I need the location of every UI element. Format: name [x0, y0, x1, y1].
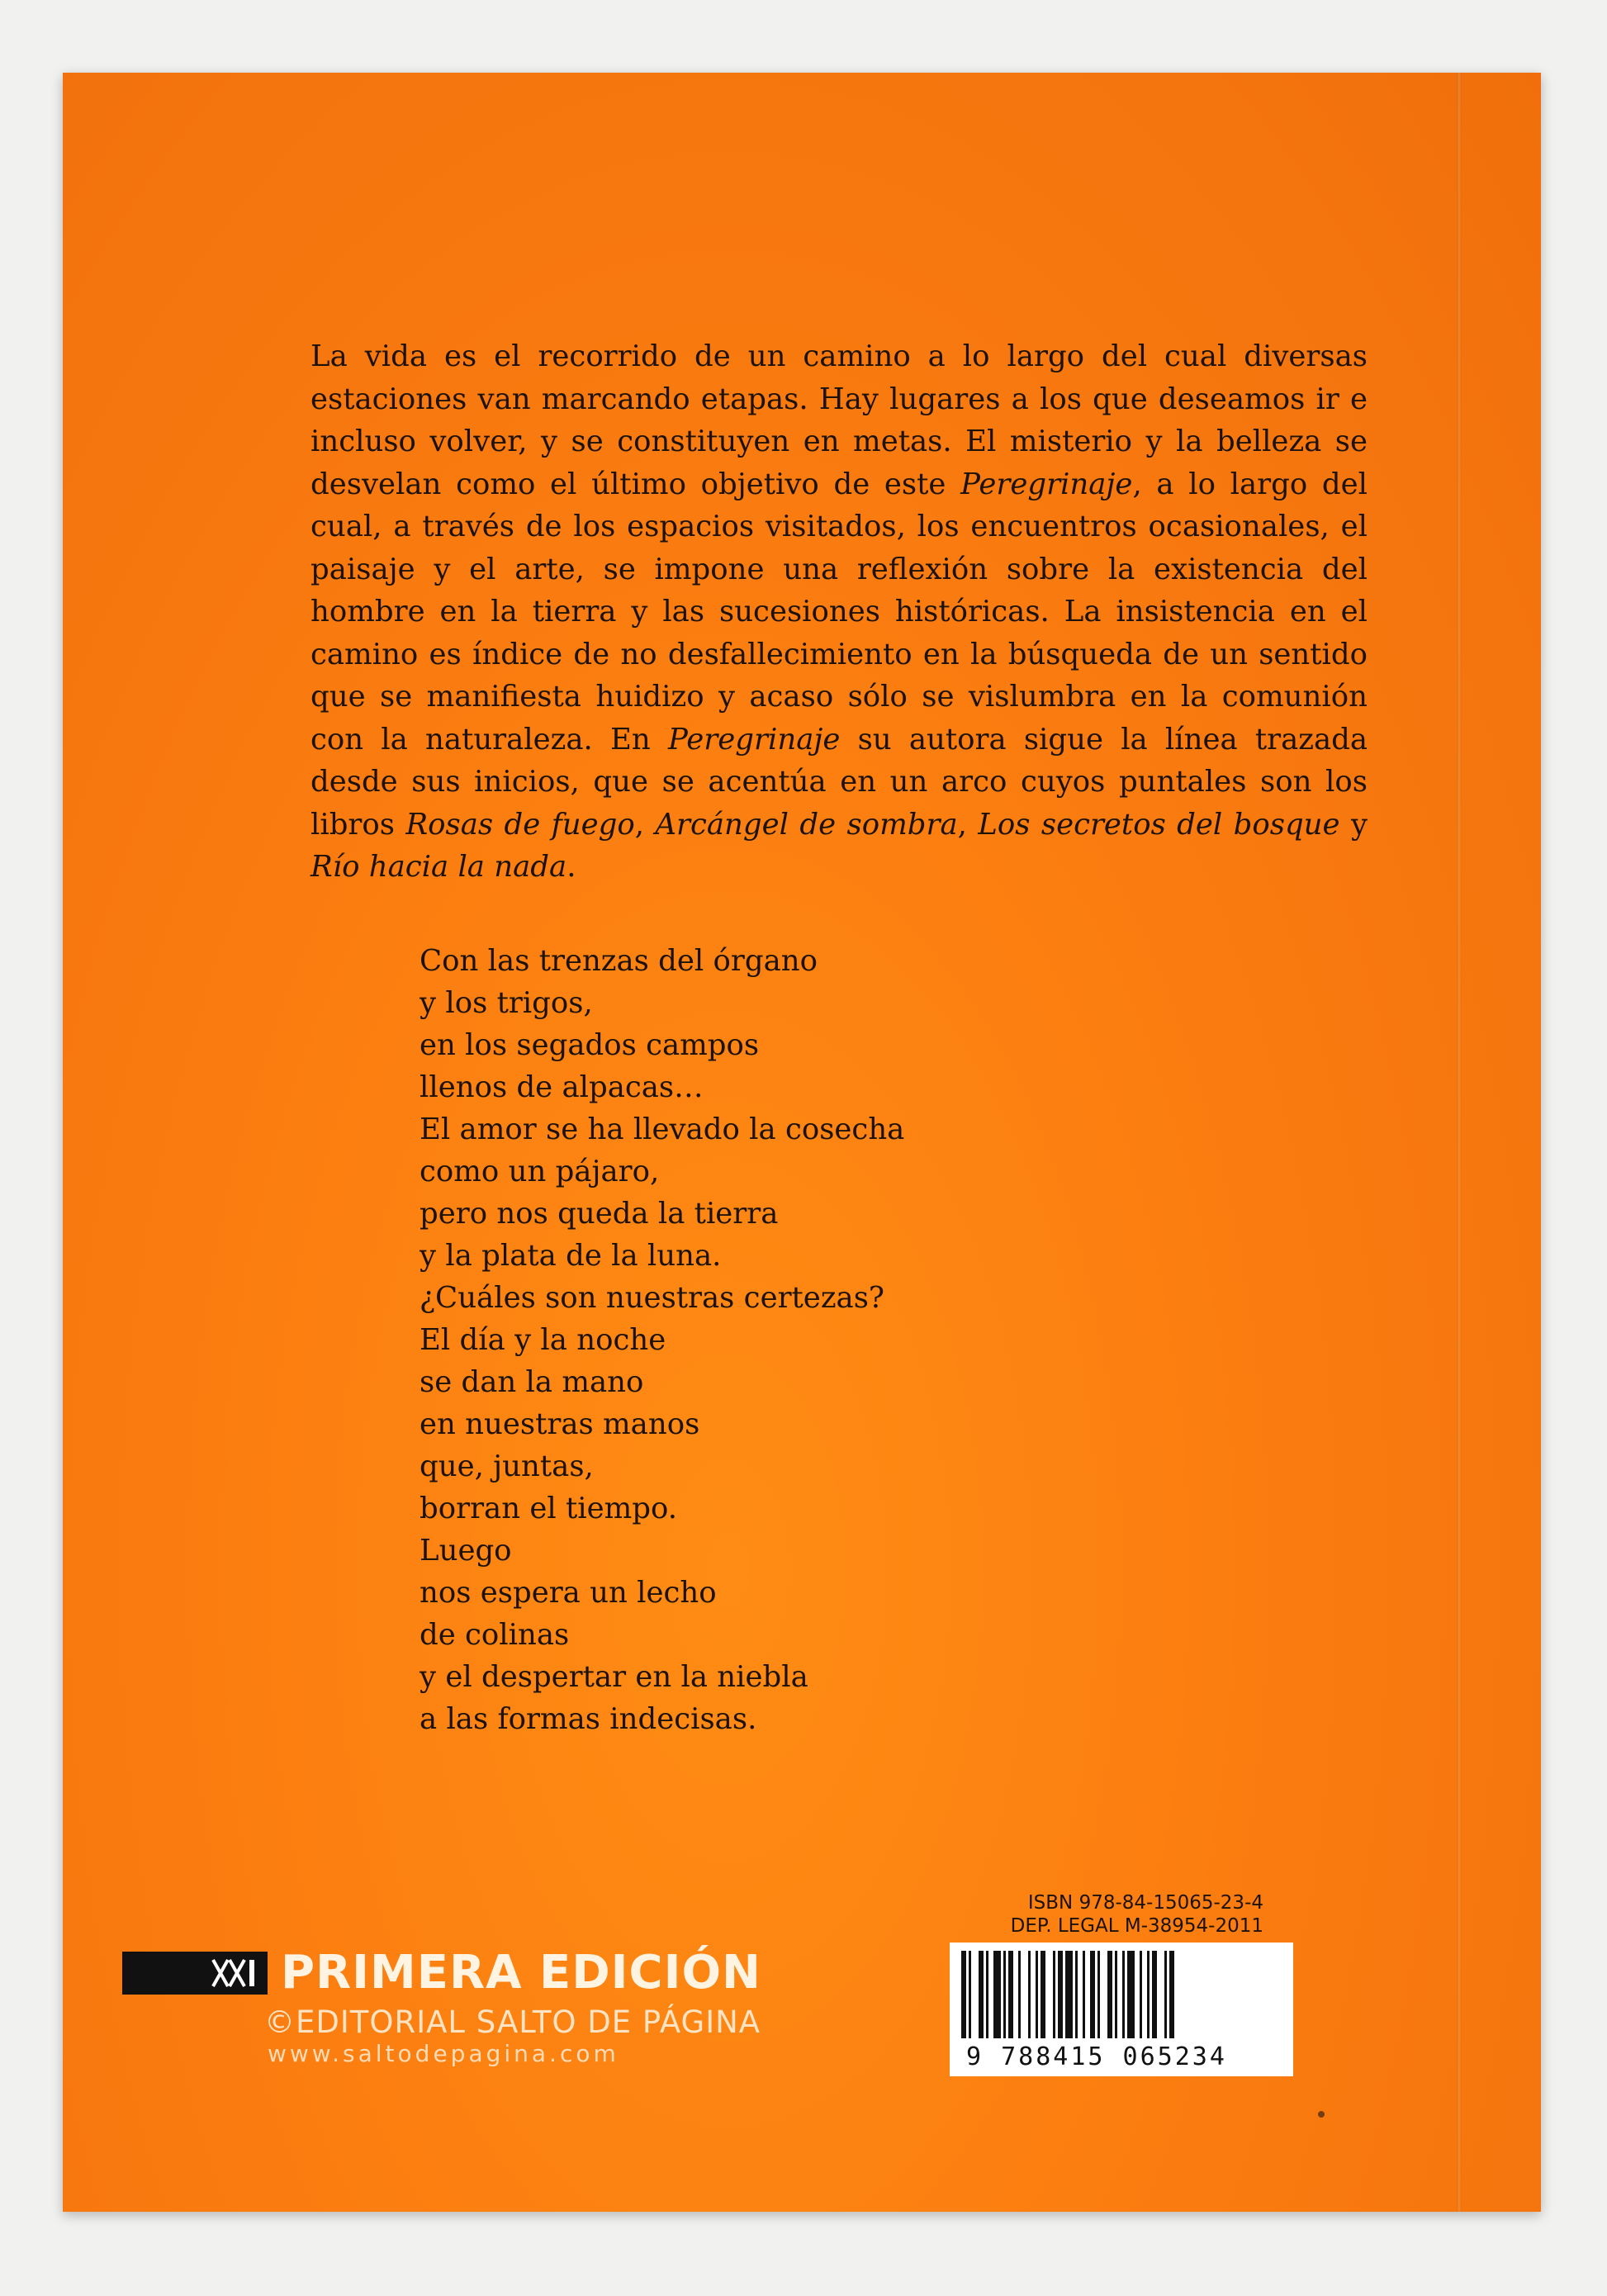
barcode-bar — [1140, 1951, 1142, 2038]
barcode-bar — [1115, 1951, 1117, 2038]
blurb-title-peregrinaje-1: Peregrinaje — [960, 467, 1133, 501]
barcode-bar — [1041, 1951, 1045, 2038]
blurb-text-1: La vida es el recorrido de un camino a lo largo del cual diversas estaciones van marcando etapas. Hay lugares a los que deseamos ir e incluso volver, y se constituyen en metas. El misterio y la belleza se desvelan como el último objetivo de este — [310, 339, 1368, 501]
barcode-bar — [993, 1951, 1001, 2038]
edition-row — [122, 1946, 761, 2000]
blurb-book-4: Río hacia la nada — [310, 850, 567, 884]
spine-fold — [1457, 73, 1462, 2212]
cover-speck — [1318, 2111, 1325, 2118]
barcode-bar — [1028, 1951, 1031, 2038]
poem — [420, 940, 904, 1740]
barcode-bar — [1147, 1951, 1150, 2038]
barcode — [950, 1943, 1293, 2076]
poem-line: Con las trenzas del órgano — [420, 944, 818, 978]
legal-deposit-line: DEP. LEGAL M-38954-2011 — [1010, 1915, 1263, 1937]
poem-line: a las formas indecisas. — [420, 1702, 757, 1736]
barcode-bar — [1107, 1951, 1112, 2038]
poem-line: llenos de alpacas… — [420, 1070, 704, 1104]
blurb-text-3: su autora sigue la línea trazada desde sus inicios, que se acentúa en un arco cuyos puntales son los libros — [310, 722, 1368, 842]
barcode-digits: 9 788415 065234 — [966, 2042, 1227, 2071]
poem-line: El amor se ha llevado la cosecha — [420, 1112, 905, 1146]
poem-line: de colinas — [420, 1618, 570, 1652]
publisher-block — [122, 1946, 761, 2067]
poem-line: y el despertar en la niebla — [420, 1660, 808, 1694]
poem-line: Luego — [420, 1534, 512, 1568]
barcode-bar — [1036, 1951, 1038, 2038]
barcode-bar — [1097, 1951, 1100, 2038]
edition-label: PRIMERA EDICIÓN — [281, 1946, 761, 2000]
poem-line: que, juntas, — [420, 1449, 594, 1483]
editorial-name: ©EDITORIAL SALTO DE PÁGINA — [264, 2004, 761, 2040]
poem-line: borran el tiempo. — [420, 1492, 678, 1525]
blurb-book-1: Rosas de fuego — [405, 807, 635, 842]
blurb-book-3: Los secretos del bosque — [978, 807, 1340, 842]
poem-line: y la plata de la luna. — [420, 1239, 722, 1273]
poem-line: nos espera un lecho — [420, 1576, 717, 1610]
poem-line: en los segados campos — [420, 1028, 760, 1062]
barcode-bar — [1018, 1951, 1021, 2038]
barcode-bar — [1058, 1951, 1063, 2038]
poem-line: como un pájaro, — [420, 1155, 660, 1188]
barcode-bar — [1008, 1951, 1013, 2038]
poem-line: se dan la mano — [420, 1365, 644, 1399]
barcode-bar — [969, 1951, 971, 2038]
poem-line: en nuestras manos — [420, 1407, 700, 1441]
barcode-bar — [1169, 1951, 1174, 2038]
barcode-bar — [1065, 1951, 1073, 2038]
blurb-sep-3: y — [1339, 807, 1368, 842]
barcode-bar — [1075, 1951, 1078, 2038]
blurb-title-peregrinaje-2: Peregrinaje — [668, 722, 841, 757]
barcode-bar — [1053, 1951, 1055, 2038]
blurb-text-2: , a lo largo del cual, a través de los espacios visitados, los encuentros ocasionales, el paisaje y el arte, se impone una reflexión sobre la existencia del hombre en la tierra y las sucesiones históricas. La insistencia en el camino es índice de no desfallecimiento en la búsqueda de un sentido que se manifiesta huidizo y acaso sólo se vislumbra en la comunión con la naturaleza. En — [310, 467, 1368, 757]
blurb-book-2: Arcángel de sombra — [655, 807, 958, 842]
xxi-logo-mark — [211, 1957, 263, 1990]
blurb-paragraph — [310, 335, 1368, 889]
blurb-end: . — [566, 850, 576, 884]
poem-line: El día y la noche — [420, 1323, 666, 1357]
poem-line: pero nos queda la tierra — [420, 1197, 779, 1231]
barcode-bar — [961, 1951, 966, 2038]
blurb-sep-2: , — [957, 807, 979, 842]
barcode-bar — [1090, 1951, 1095, 2038]
barcode-bar — [986, 1951, 988, 2038]
barcode-bars — [958, 1951, 1285, 2038]
xxi-logo-icon — [122, 1952, 268, 1995]
publisher-website: www.saltodepagina.com — [268, 2040, 619, 2067]
barcode-bar — [1003, 1951, 1006, 2038]
poem-line: y los trigos, — [420, 986, 593, 1020]
barcode-bar — [1127, 1951, 1135, 2038]
isbn-line: ISBN 978-84-15065-23-4 — [1027, 1892, 1263, 1914]
book-back-cover — [63, 73, 1541, 2212]
barcode-bar — [1152, 1951, 1157, 2038]
poem-line: ¿Cuáles son nuestras certezas? — [420, 1281, 884, 1315]
isbn-block — [974, 1891, 1263, 1938]
barcode-bar — [1083, 1951, 1085, 2038]
barcode-bar — [1164, 1951, 1167, 2038]
blurb-sep-1: , — [634, 807, 656, 842]
barcode-bar — [979, 1951, 984, 2038]
barcode-bar — [1122, 1951, 1125, 2038]
